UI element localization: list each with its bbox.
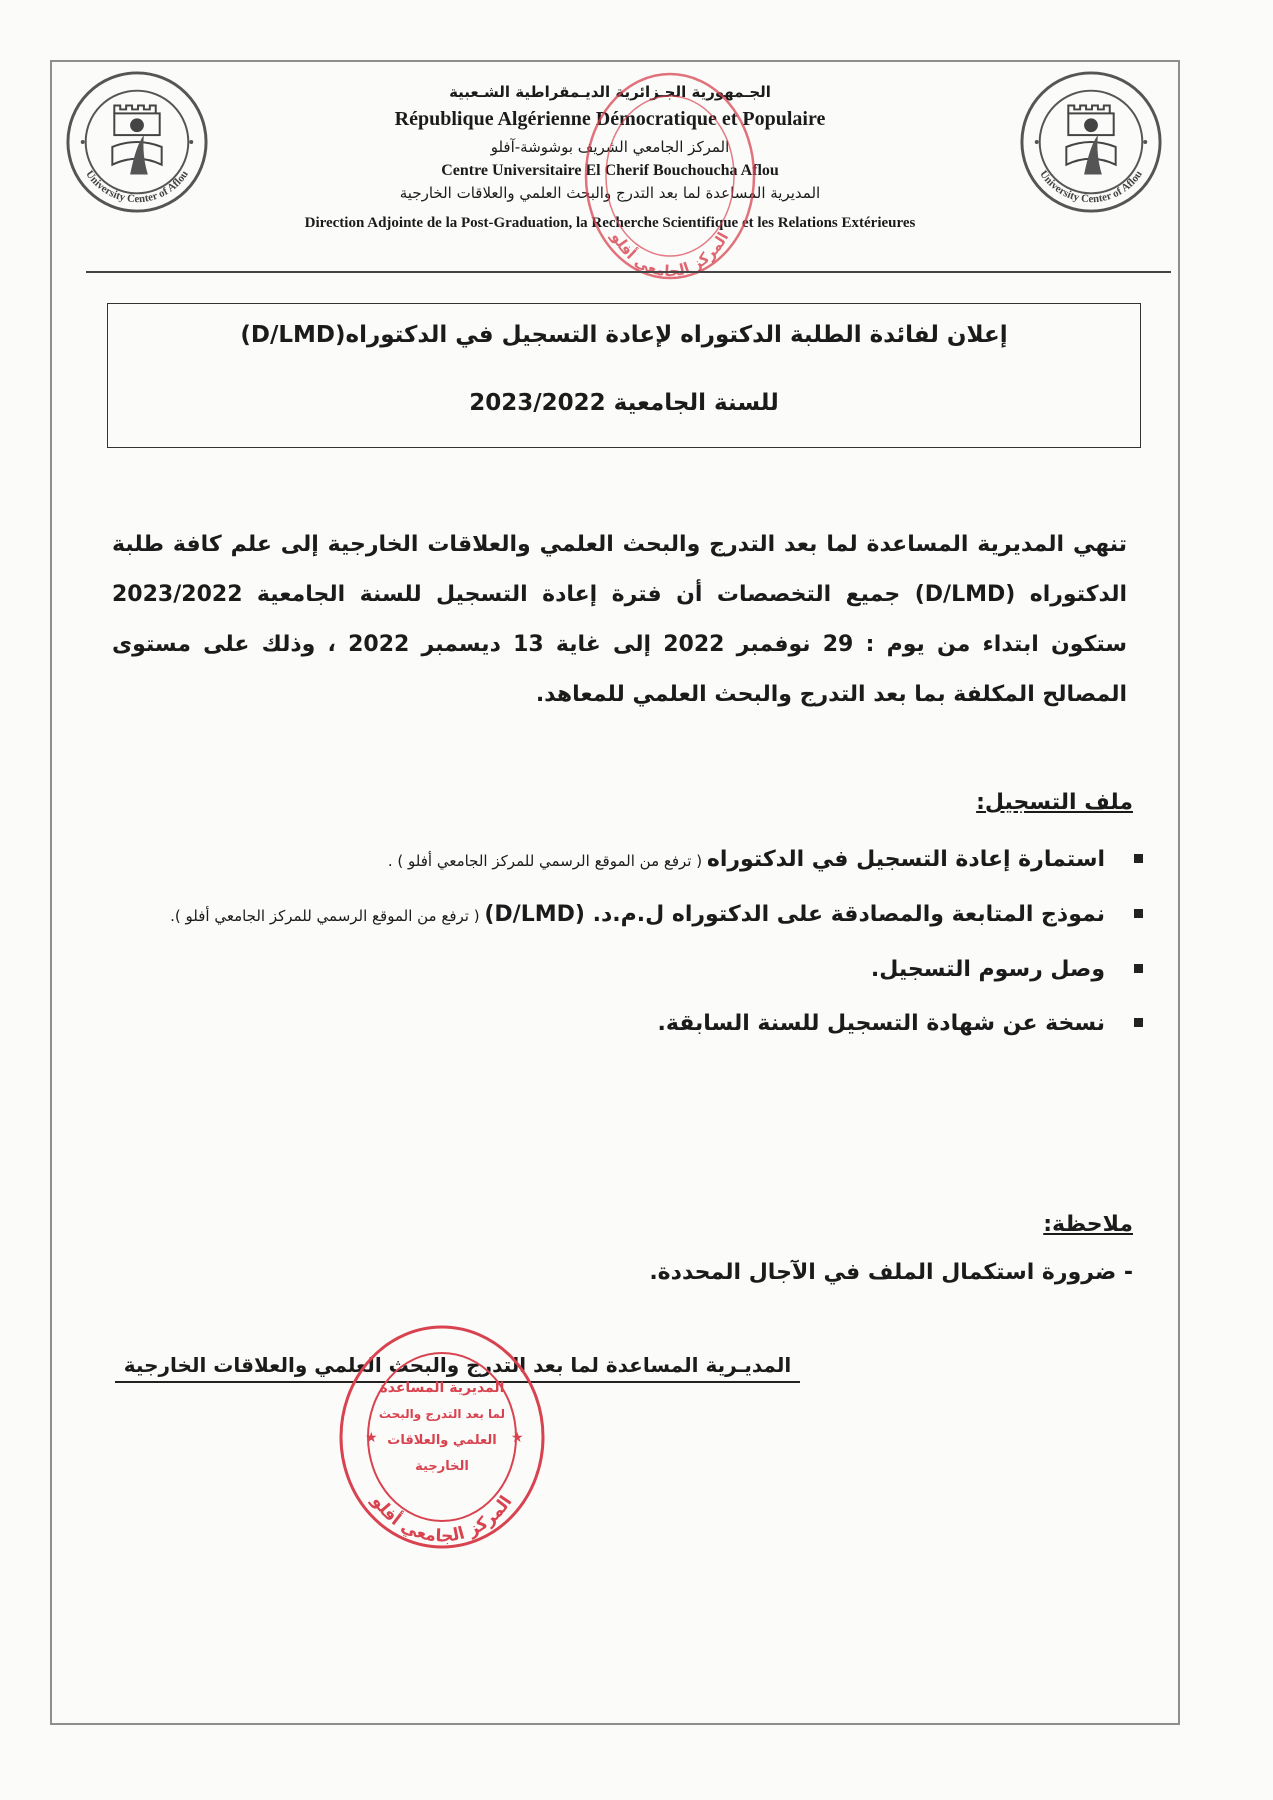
stamp-ring-text: المركز الجامعي أفلو (367, 1492, 517, 1547)
list-item: نسخة عن شهادة التسجيل للسنة السابقة. (143, 1004, 1143, 1044)
header-fr-center: Centre Universitaire El Cherif Bouchoucha Aflou (441, 162, 779, 179)
star-icon: ★ (511, 1430, 524, 1446)
logo-ring-text: University Center of Aflou (83, 168, 191, 206)
header-ar-direction: المديرية المساعدة لما بعد التدرج والبحث العلمي والعلاقات الخارجية (399, 184, 821, 202)
stamp-line: لما بعد التدرج والبحث (378, 1407, 506, 1421)
stamp-line: العلمي والعلاقات (387, 1433, 497, 1448)
stamp-ring-text: المركز الجامعي أفلو (607, 228, 733, 281)
list-item: نموذج المتابعة والمصادقة على الدكتوراه ل.م.د. (D/LMD) ( ترفع من الموقع الرسمي للمركز الجامعي أفلو ). (143, 895, 1143, 936)
header-ar-republic: الجـمهورية الجـزائرية الديـمقراطية الشـعبية (449, 83, 771, 101)
bullet-icon (1134, 964, 1143, 973)
file-heading: ملف التسجيل: (976, 790, 1133, 815)
logo-ring-text: University Center of Aflou (1037, 168, 1145, 206)
note-heading: ملاحظة: (1043, 1212, 1133, 1237)
signature-line: المديـرية المساعدة لما بعد التدرج والبحث العلمي والعلاقات الخارجية (115, 1353, 800, 1383)
header-fr-direction: Direction Adjointe de la Post-Graduation, la Recherche Scientifique et les Relations Extérieures (304, 215, 916, 231)
stamp-line: الخارجية (415, 1459, 469, 1474)
header-divider (86, 271, 1171, 273)
announcement-title-box (107, 303, 1141, 448)
star-icon: ★ (365, 1430, 378, 1446)
university-logo-right (1017, 68, 1165, 216)
header-fr-republic: République Algérienne Démocratique et Populaire (394, 108, 826, 130)
bullet-icon (1134, 854, 1143, 863)
bullet-icon (1134, 909, 1143, 918)
official-stamp-bottom (335, 1320, 550, 1555)
university-logo-left (63, 68, 211, 216)
list-item: وصل رسوم التسجيل. (143, 950, 1143, 990)
official-stamp-top (580, 68, 760, 283)
academic-year: للسنة الجامعية 2023/2022 (469, 390, 779, 416)
bullet-icon (1134, 1018, 1143, 1027)
list-item: استمارة إعادة التسجيل في الدكتوراه ( ترفع من الموقع الرسمي للمركز الجامعي أفلو ) . (143, 840, 1143, 881)
announcement-body: تنهي المديرية المساعدة لما بعد التدرج والبحث العلمي والعلاقات الخارجية إلى علم كافة طلبة الدكتوراه (D/LMD) جميع التخصصات أن فترة إعادة التسجيل للسنة الجامعية 2023/2022 ستكون ابتداء من يوم : 29 نوفمبر 2022 إلى غاية 13 ديسمبر 2022 ، وذلك على مستوى المصالح المكلفة بما بعد التدرج والبحث العلمي للمعاهد. (112, 532, 1128, 707)
stamp-line: المديرية المساعدة (379, 1380, 505, 1396)
note-text: - ضرورة استكمال الملف في الآجال المحددة. (649, 1260, 1133, 1285)
file-list (143, 840, 1143, 1058)
announcement-title: إعلان لفائدة الطلبة الدكتوراه لإعادة التسجيل في الدكتوراه(D/LMD) (240, 322, 1008, 348)
svg-text:المركز الجامعي أفلو (367, 1491, 517, 1546)
header-ar-center: المركز الجامعي الشريف بوشوشة-آفلو (490, 138, 730, 156)
